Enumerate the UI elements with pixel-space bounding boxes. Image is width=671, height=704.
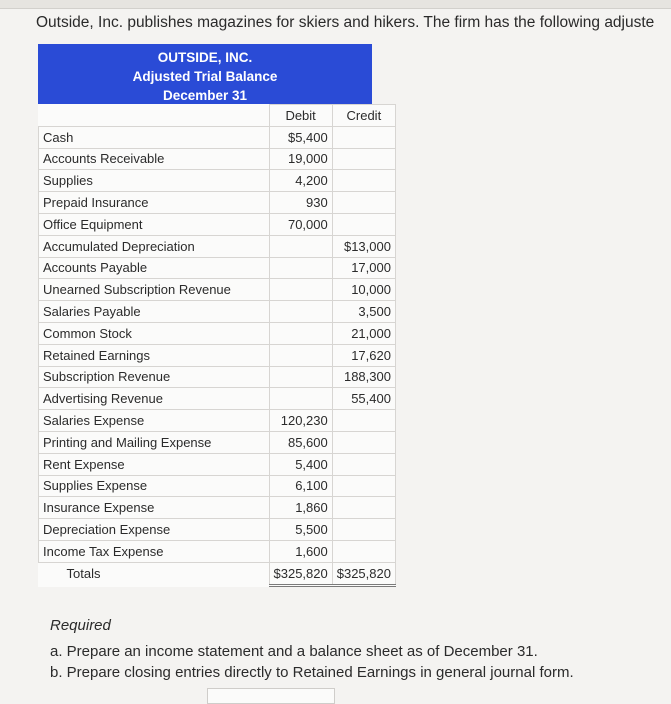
credit-amount: 55,400: [332, 388, 395, 410]
debit-amount: [269, 235, 332, 257]
debit-amount: 930: [269, 192, 332, 214]
debit-amount: $5,400: [269, 126, 332, 148]
table-row: [39, 344, 396, 366]
table-row: [39, 366, 396, 388]
credit-amount: [332, 497, 395, 519]
trial-balance-header: [38, 44, 372, 104]
debit-amount: 19,000: [269, 148, 332, 170]
totals-row: [39, 562, 396, 585]
column-header-row: [39, 105, 396, 127]
credit-amount: [332, 410, 395, 432]
statement-date: December 31: [162, 88, 248, 103]
table-row: [39, 540, 396, 562]
credit-amount: [332, 475, 395, 497]
table-row: [39, 519, 396, 541]
table-row: [39, 475, 396, 497]
debit-amount: 1,600: [269, 540, 332, 562]
statement-title: Adjusted Trial Balance: [132, 69, 278, 84]
table-row: [39, 388, 396, 410]
debit-amount: 5,500: [269, 519, 332, 541]
debit-amount: 4,200: [269, 170, 332, 192]
credit-amount: [332, 213, 395, 235]
table-row: [39, 431, 396, 453]
problem-intro: Outside, Inc. publishes magazines for skiers and hikers. The firm has the following adjuste: [36, 14, 655, 31]
debit-amount: 85,600: [269, 431, 332, 453]
account-name: Prepaid Insurance: [39, 192, 270, 214]
account-name: Depreciation Expense: [39, 519, 270, 541]
credit-amount: [332, 431, 395, 453]
table-row: [39, 322, 396, 344]
account-name: Cash: [39, 126, 270, 148]
account-name: Advertising Revenue: [39, 388, 270, 410]
credit-amount: 188,300: [332, 366, 395, 388]
credit-amount: 10,000: [332, 279, 395, 301]
total-debit: $325,820: [269, 562, 332, 585]
debit-amount: [269, 388, 332, 410]
table-row: [39, 279, 396, 301]
table-row: [39, 301, 396, 323]
credit-amount: [332, 453, 395, 475]
credit-amount: [332, 540, 395, 562]
debit-amount: [269, 344, 332, 366]
table-row: [39, 235, 396, 257]
debit-header: Debit: [269, 105, 332, 127]
account-name: Supplies Expense: [39, 475, 270, 497]
table-row: [39, 126, 396, 148]
account-name: Income Tax Expense: [39, 540, 270, 562]
table-row: [39, 148, 396, 170]
account-name: Unearned Subscription Revenue: [39, 279, 270, 301]
debit-amount: 1,860: [269, 497, 332, 519]
required-heading: Required: [50, 617, 111, 634]
account-name: Insurance Expense: [39, 497, 270, 519]
answer-box[interactable]: [207, 688, 335, 704]
account-name: Printing and Mailing Expense: [39, 431, 270, 453]
debit-amount: [269, 279, 332, 301]
debit-amount: [269, 366, 332, 388]
credit-amount: [332, 170, 395, 192]
requirement-b: b. Prepare closing entries directly to Retained Earnings in general journal form.: [50, 664, 574, 681]
table-row: [39, 257, 396, 279]
debit-amount: 6,100: [269, 475, 332, 497]
credit-amount: [332, 148, 395, 170]
credit-amount: $13,000: [332, 235, 395, 257]
account-name: Rent Expense: [39, 453, 270, 475]
table-row: [39, 170, 396, 192]
debit-amount: 120,230: [269, 410, 332, 432]
account-name: Salaries Payable: [39, 301, 270, 323]
account-name: Subscription Revenue: [39, 366, 270, 388]
account-name: Office Equipment: [39, 213, 270, 235]
credit-amount: 17,000: [332, 257, 395, 279]
credit-amount: [332, 126, 395, 148]
credit-amount: 17,620: [332, 344, 395, 366]
account-name: Accounts Payable: [39, 257, 270, 279]
debit-amount: [269, 322, 332, 344]
debit-amount: 5,400: [269, 453, 332, 475]
credit-header: Credit: [332, 105, 395, 127]
table-row: [39, 453, 396, 475]
table-row: [39, 192, 396, 214]
debit-amount: [269, 257, 332, 279]
totals-label: Totals: [66, 566, 101, 582]
blank-header-cell: [39, 105, 270, 127]
account-name: Salaries Expense: [39, 410, 270, 432]
top-bar: [0, 0, 671, 9]
table-row: [39, 497, 396, 519]
debit-amount: 70,000: [269, 213, 332, 235]
table-row: [39, 410, 396, 432]
credit-amount: 3,500: [332, 301, 395, 323]
credit-amount: [332, 519, 395, 541]
account-name: Common Stock: [39, 322, 270, 344]
account-name: Accounts Receivable: [39, 148, 270, 170]
trial-balance-table: [38, 104, 396, 587]
company-name: OUTSIDE, INC.: [157, 50, 253, 65]
credit-amount: [332, 192, 395, 214]
account-name: Accumulated Depreciation: [39, 235, 270, 257]
account-name: Retained Earnings: [39, 344, 270, 366]
credit-amount: 21,000: [332, 322, 395, 344]
table-row: [39, 213, 396, 235]
account-name: Supplies: [39, 170, 270, 192]
debit-amount: [269, 301, 332, 323]
total-credit: $325,820: [332, 562, 395, 585]
requirement-a: a. Prepare an income statement and a balance sheet as of December 31.: [50, 643, 538, 660]
